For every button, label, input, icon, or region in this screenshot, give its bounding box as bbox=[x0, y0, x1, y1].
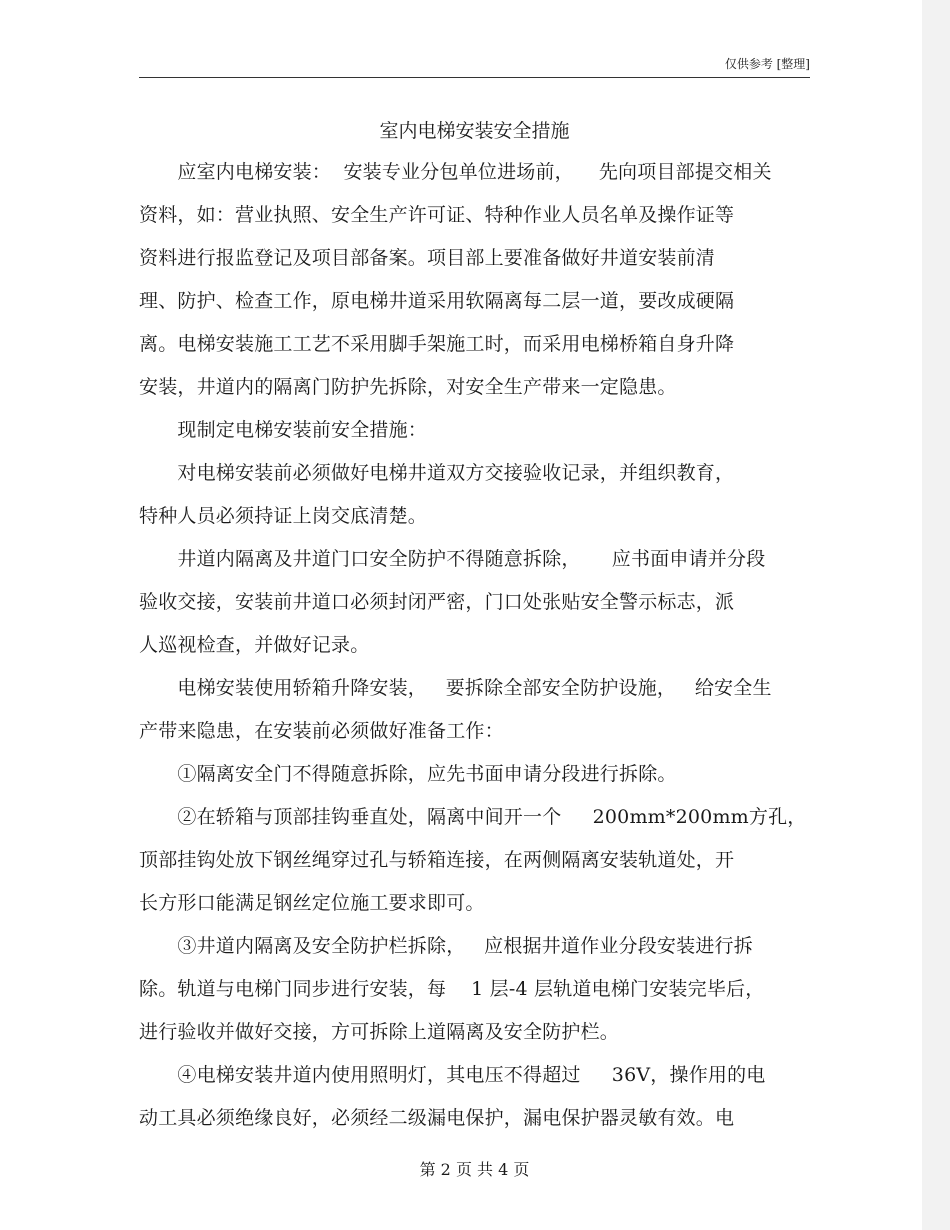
body-line: 理、防护、检查工作，原电梯井道采用软隔离每二层一道，要改成硬隔 bbox=[139, 290, 735, 312]
body-line: ②在轿箱与顶部挂钩垂直处，隔离中间开一个 200mm*200mm方孔， bbox=[139, 806, 807, 828]
body-line: 应室内电梯安装： 安装专业分包单位进场前， 先向项目部提交相关 bbox=[139, 161, 772, 183]
body-line: 电梯安装使用轿箱升降安装， 要拆除全部安全防护设施， 给安全生 bbox=[139, 677, 772, 699]
body-line: 进行验收并做好交接，方可拆除上道隔离及安全防护栏。 bbox=[139, 1021, 620, 1043]
body-line: 特种人员必须持证上岗交底清楚。 bbox=[139, 505, 428, 527]
body-line: 资料，如：营业执照、安全生产许可证、特种作业人员名单及操作证等 bbox=[139, 204, 735, 226]
document-title: 室内电梯安装安全措施 bbox=[379, 120, 570, 142]
body-line: 产带来隐患，在安装前必须做好准备工作： bbox=[139, 720, 504, 742]
body-line: 顶部挂钩处放下钢丝绳穿过孔与轿箱连接，在两侧隔离安装轨道处，开 bbox=[139, 849, 735, 871]
page-number: 第 2 页 共 4 页 bbox=[419, 1160, 530, 1179]
body-line: 人巡视检查，并做好记录。 bbox=[139, 634, 370, 656]
body-line: 离。电梯安装施工工艺不采用脚手架施工时，而采用电梯桥箱自身升降 bbox=[139, 333, 735, 355]
body-line: 现制定电梯安装前安全措施： bbox=[139, 419, 428, 441]
body-line: ④电梯安装井道内使用照明灯，其电压不得超过 36V，操作用的电 bbox=[139, 1064, 766, 1086]
body-line: 安装，井道内的隔离门防护先拆除，对安全生产带来一定隐患。 bbox=[139, 376, 677, 398]
body-line: ①隔离安全门不得随意拆除，应先书面申请分段进行拆除。 bbox=[139, 763, 677, 785]
body-line: 除。轨道与电梯门同步进行安装，每 1 层-4 层轨道电梯门安装完毕后， bbox=[139, 978, 765, 1000]
page-header: 仅供参考 [整理] bbox=[724, 57, 810, 71]
body-line: ③井道内隔离及安全防护栏拆除， 应根据井道作业分段安装进行拆 bbox=[139, 935, 753, 957]
body-line: 验收交接，安装前井道口必须封闭严密，门口处张贴安全警示标志，派 bbox=[139, 591, 735, 613]
header-divider bbox=[139, 77, 810, 78]
body-line: 井道内隔离及井道门口安全防护不得随意拆除， 应书面申请并分段 bbox=[139, 548, 766, 570]
body-line: 动工具必须绝缘良好，必须经二级漏电保护，漏电保护器灵敏有效。电 bbox=[139, 1107, 735, 1129]
body-line: 资料进行报监登记及项目部备案。项目部上要准备做好井道安装前清 bbox=[139, 247, 716, 269]
body-line: 长方形口能满足钢丝定位施工要求即可。 bbox=[139, 892, 485, 914]
body-line: 对电梯安装前必须做好电梯井道双方交接验收记录，并组织教育， bbox=[139, 462, 735, 484]
